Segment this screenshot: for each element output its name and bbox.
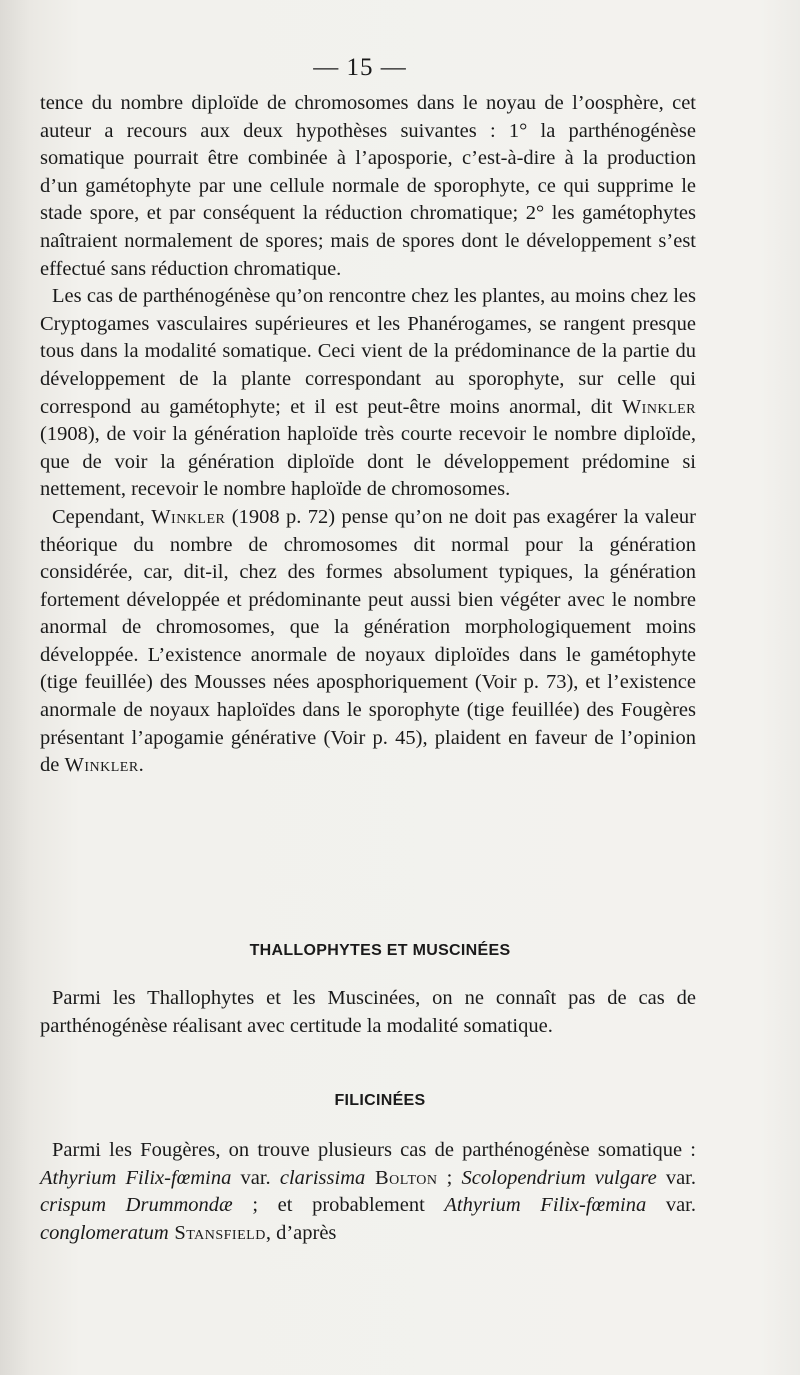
author-name: Winkler bbox=[151, 505, 226, 528]
author-name: Bolton bbox=[365, 1166, 438, 1189]
paragraph-2 bbox=[40, 283, 696, 504]
var-label: var. bbox=[656, 1166, 696, 1189]
variety-name: conglomeratum bbox=[40, 1221, 169, 1244]
paragraph-3-text-c: . bbox=[138, 754, 144, 777]
body-text bbox=[40, 90, 696, 780]
species-name: Athyrium Filix-fœmina bbox=[40, 1166, 232, 1189]
var-label: var. bbox=[646, 1194, 696, 1217]
separator: ; et probablement bbox=[232, 1194, 445, 1217]
variety-name: crispum Drummondæ bbox=[40, 1194, 233, 1217]
author-name: Stansfield bbox=[168, 1221, 266, 1244]
section-heading-thallophytes: THALLOPHYTES ET MUSCINÉES bbox=[249, 942, 511, 959]
paragraph-5-text-end: , d’après bbox=[265, 1221, 337, 1244]
species-name: Athyrium Filix-fœmina bbox=[444, 1194, 647, 1217]
var-label: var. bbox=[231, 1166, 280, 1189]
species-name: Scolopendrium vulgare bbox=[461, 1166, 657, 1189]
separator: ; bbox=[437, 1166, 462, 1189]
variety-name: clarissima bbox=[279, 1166, 366, 1189]
paragraph-1: tence du nombre diploïde de chromosomes dans le noyau de l’oosphère, cet auteur a recours aux deux hypothèses suivantes : 1° la parthénogénèse somatique pourrait être combinée à l’aposporie, c’est-à-dire à la production d’un gamétophyte par une cellule normale de sporophyte, ce qui supprime le stade spore, et par conséquent la réduction chromatique; 2° les gamétophytes naîtraient normalement de spores; mais de spores dont le développement s’est effectué sans réduction chromatique. bbox=[40, 92, 696, 280]
paragraph-5-text-a: Parmi les Fougères, on trouve plusieurs cas de parthénogénèse somatique : bbox=[52, 1139, 696, 1161]
page-number: — 15 — bbox=[313, 54, 407, 81]
paragraph-2-text-a: Les cas de parthénogénèse qu’on rencontre chez les plantes, au moins chez les Cryptogames vasculaires supérieures et les Phanérogames, se rangent presque tous dans la modalité somatique. Ceci vient de la prédominance de la partie du développement de la plante correspondant au sporophyte, sur celle qui correspond au gamétophyte; et il est peut-être moins anormal, dit bbox=[40, 285, 696, 418]
paragraph-3-text-b: (1908 p. 72) pense qu’on ne doit pas exagérer la valeur théorique du nombre de chromosomes dit normal pour la génération considérée, car, dit-il, chez des formes absolument typiques, la génération fortement développée et prédominante peut aussi bien végéter avec le nombre anormal de chromosomes, que la génération morphologiquement moins développée. L’existence anormale de noyaux diploïdes dans le gamétophyte (tige feuillée) des Mousses nées aposphoriquement (Voir p. 73), et l’existence anormale de noyaux haploïdes dans le sporophyte (tige feuillée) des Fougères présentant l’apogamie générative (Voir p. 45), plaident en faveur de l’opinion de bbox=[40, 505, 696, 777]
section-thallophytes-text bbox=[40, 985, 696, 1040]
paragraph-3-text-a: Cependant, bbox=[52, 505, 152, 528]
author-name: Winkler bbox=[621, 395, 696, 418]
section-filicinees-text bbox=[40, 1137, 696, 1247]
paragraph-3 bbox=[40, 504, 696, 780]
paragraph-5 bbox=[40, 1137, 696, 1247]
paragraph-2-text-b: (1908), de voir la génération haploïde très courte recevoir le nombre diploïde, que de voir la génération diploïde dont le développement prédomine si nettement, recevoir le nombre haploïde de chromosomes. bbox=[40, 423, 696, 501]
section-heading-filicinees: FILICINÉES bbox=[334, 1092, 426, 1109]
author-name: Winkler bbox=[64, 754, 139, 777]
paragraph-4: Parmi les Thallophytes et les Muscinées, on ne connaît pas de cas de parthénogénèse réalisant avec certitude la modalité somatique. bbox=[40, 987, 696, 1037]
